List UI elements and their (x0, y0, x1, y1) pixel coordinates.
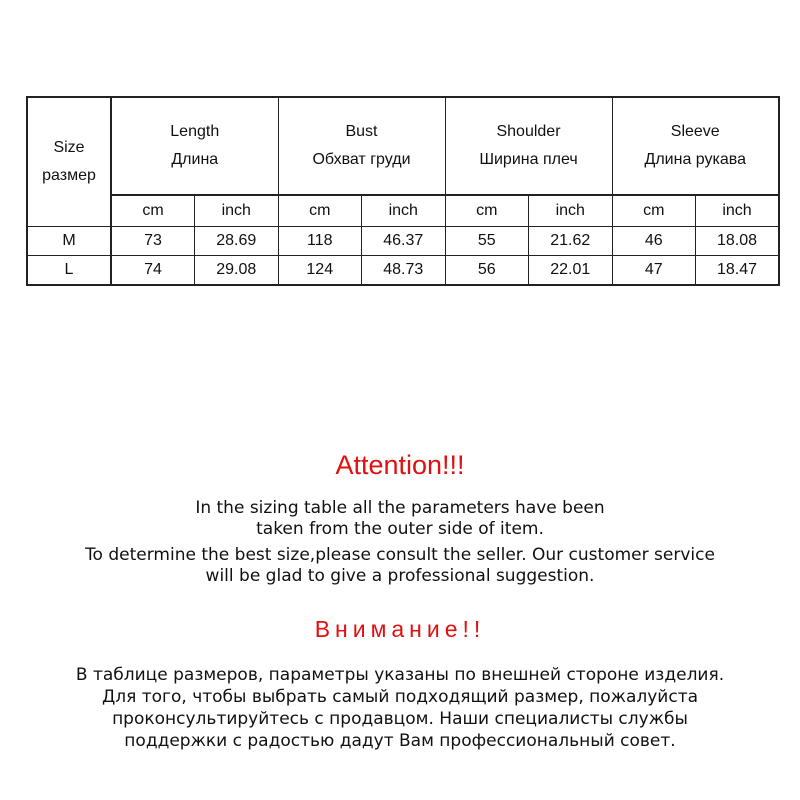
value-cell: 55 (445, 227, 529, 256)
unit-cell: inch (362, 195, 446, 227)
unit-cell: cm (278, 195, 362, 227)
value-cell: 74 (111, 256, 195, 286)
shoulder-header-cell (445, 97, 612, 195)
unit-cell: inch (529, 195, 613, 227)
units-row (27, 195, 779, 227)
bust-header-en: Bust (345, 123, 378, 140)
value-cell: 48.73 (362, 256, 446, 286)
notice-ru-line: проконсультируйтесь с продавцом. Наши специалисты службы (112, 709, 688, 729)
unit-cell: inch (696, 195, 780, 227)
value-cell: 73 (111, 227, 195, 256)
value-cell: 21.62 (529, 227, 613, 256)
shoulder-header-ru: Ширина плеч (479, 151, 578, 168)
value-cell: 18.47 (696, 256, 780, 286)
unit-cell: cm (111, 195, 195, 227)
sizing-note-en (0, 498, 800, 540)
value-cell: 46 (612, 227, 696, 256)
length-header-en: Length (170, 123, 220, 140)
unit-cell: cm (612, 195, 696, 227)
value-cell: 56 (445, 256, 529, 286)
sleeve-header-cell (612, 97, 779, 195)
bust-header-cell (278, 97, 445, 195)
length-header-cell (111, 97, 278, 195)
notice-text-ru (0, 664, 800, 752)
consult-note-line: To determine the best size,please consult the seller. Our customer service (85, 545, 715, 565)
size-cell: L (27, 256, 111, 286)
bust-header-ru: Обхват груди (312, 151, 411, 168)
table-row (27, 256, 779, 286)
size-header-cell (27, 97, 111, 227)
notice-ru-line: В таблице размеров, параметры указаны по внешней стороне изделия. (75, 665, 725, 685)
value-cell: 29.08 (195, 256, 279, 286)
value-cell: 28.69 (195, 227, 279, 256)
shoulder-header-en: Shoulder (496, 123, 561, 140)
value-cell: 47 (612, 256, 696, 286)
value-cell: 46.37 (362, 227, 446, 256)
value-cell: 118 (278, 227, 362, 256)
attention-heading-ru: Внимание!! (314, 616, 486, 642)
table-row (27, 227, 779, 256)
size-cell: M (27, 227, 111, 256)
notice-ru-line: поддержки с радостью дадут Вам профессиональный совет. (124, 731, 676, 751)
header-row (27, 97, 779, 195)
notice-ru-line: Для того, чтобы выбрать самый подходящий размер, пожалуйста (101, 687, 699, 707)
size-header-en: Size (53, 139, 85, 156)
size-chart-table (26, 96, 780, 286)
consult-note-en (0, 545, 800, 587)
value-cell: 124 (278, 256, 362, 286)
sleeve-header-en: Sleeve (670, 123, 720, 140)
length-header-ru: Длина (171, 151, 219, 168)
unit-cell: inch (195, 195, 279, 227)
attention-heading: Attention!!! (335, 450, 465, 480)
sizing-note-line: In the sizing table all the parameters have been (195, 498, 605, 518)
value-cell: 18.08 (696, 227, 780, 256)
sleeve-header-ru: Длина рукава (644, 151, 746, 168)
unit-cell: cm (445, 195, 529, 227)
size-header-ru: размер (42, 167, 96, 184)
sizing-note-line: taken from the outer side of item. (256, 519, 544, 539)
value-cell: 22.01 (529, 256, 613, 286)
consult-note-line: will be glad to give a professional suggestion. (205, 566, 595, 586)
